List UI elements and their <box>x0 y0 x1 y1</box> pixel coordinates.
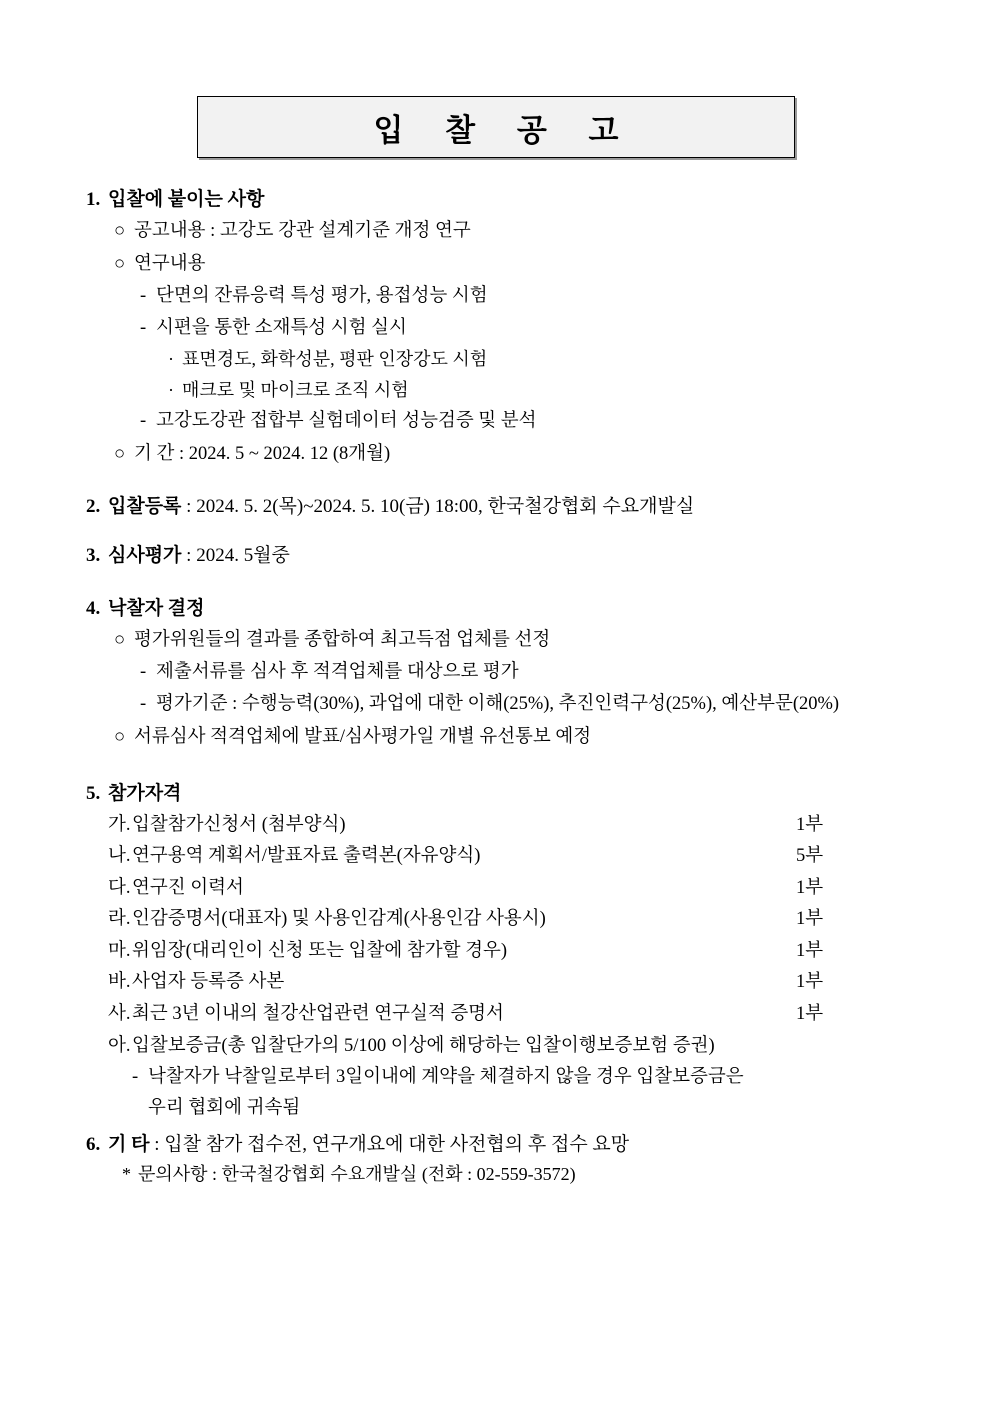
section-2-text: : 2024. 5. 2(목)~2024. 5. 10(금) 18:00, 한국철강협회 수요개발실 <box>181 495 695 517</box>
qualification-count <box>792 1032 906 1062</box>
section-1-title: 입찰에 붙이는 사항 <box>108 189 265 210</box>
list-item-text: 연구내용 <box>134 253 206 274</box>
qualification-text: 입찰참가신청서 (첨부양식) <box>132 814 346 835</box>
dash-bullet-icon: - <box>140 694 147 715</box>
list-item-text: 고강도강관 접합부 실험데이터 성능검증 및 분석 <box>156 411 537 432</box>
list-item <box>114 250 906 279</box>
section-5 <box>86 778 906 1123</box>
qualification-row <box>108 905 906 935</box>
section-3-number: 3. <box>86 544 101 566</box>
list-item <box>114 440 906 469</box>
section-4-title: 낙찰자 결정 <box>108 597 205 619</box>
list-item <box>114 217 906 246</box>
section-4-number: 4. <box>86 597 101 619</box>
list-item-text: 단면의 잔류응력 특성 평가, 용접성능 시험 <box>156 286 488 307</box>
section-5-title: 참가자격 <box>108 782 182 804</box>
qualification-text: 위임장(대리인이 신청 또는 입찰에 참가할 경우) <box>132 940 507 961</box>
list-item <box>140 282 906 311</box>
qualification-row <box>108 842 906 872</box>
dash-bullet-icon: - <box>140 411 147 432</box>
qualification-label: 다. <box>108 877 131 898</box>
qualification-row <box>108 968 906 998</box>
qualification-row <box>108 1000 906 1030</box>
list-item <box>114 626 906 655</box>
section-1-number: 1. <box>86 189 101 210</box>
dot-bullet-icon: · <box>168 348 174 369</box>
list-item <box>168 346 906 374</box>
qualification-row <box>108 1032 906 1062</box>
qualification-note <box>132 1063 906 1092</box>
section-1 <box>86 184 906 469</box>
list-item-text: 공고내용 : 고강도 강관 설계기준 개정 연구 <box>134 221 471 241</box>
section-6-text: : 입찰 참가 접수전, 연구개요에 대한 사전협의 후 접수 요망 <box>149 1133 630 1155</box>
qualification-note-continued: 우리 협회에 귀속됨 <box>148 1097 301 1118</box>
qualification-text: 입찰보증금(총 입찰단가의 5/100 이상에 해당하는 입찰이행보증보험 증권) <box>132 1035 715 1056</box>
section-3-label: 심사평가 <box>108 544 182 566</box>
list-item <box>140 690 906 719</box>
qualification-label: 아. <box>108 1035 131 1056</box>
list-item-text: 기 간 : 2024. 5 ~ 2024. 12 (8개월) <box>134 444 391 465</box>
section-6-number: 6. <box>86 1133 101 1155</box>
qualification-count: 1부 <box>796 814 824 835</box>
list-item-text: 제출서류를 심사 후 적격업체를 대상으로 평가 <box>156 662 519 683</box>
document-title-box <box>197 96 795 158</box>
list-item <box>168 377 906 405</box>
asterisk-icon: * <box>122 1163 131 1184</box>
contact-footnote <box>122 1160 906 1186</box>
section-6-label: 기 타 <box>108 1133 150 1155</box>
qualification-text: 사업자 등록증 사본 <box>132 972 285 993</box>
qualification-count: 1부 <box>796 909 824 930</box>
list-item <box>140 658 906 687</box>
section-2 <box>86 491 906 518</box>
qualification-text: 연구용역 계획서/발표자료 출력본(자유양식) <box>132 846 481 867</box>
qualification-label: 나. <box>108 846 131 867</box>
dash-bullet-icon: - <box>140 286 147 307</box>
circle-bullet-icon: ○ <box>114 253 126 274</box>
qualification-text: 최근 3년 이내의 철강산업관련 연구실적 증명서 <box>132 1004 504 1025</box>
list-item <box>140 314 906 343</box>
qualification-count: 1부 <box>796 940 824 961</box>
qualification-row <box>108 874 906 904</box>
section-2-label: 입찰등록 <box>108 495 182 517</box>
list-item-text: 평가기준 : 수행능력(30%), 과업에 대한 이해(25%), 추진인력구성(25%), 예산부문(20%) <box>156 694 840 715</box>
list-item-text: 시편을 통한 소재특성 시험 실시 <box>156 318 407 339</box>
qualification-note-text: 낙찰자가 낙찰일로부터 3일이내에 계약을 체결하지 않을 경우 입찰보증금은 <box>148 1067 744 1088</box>
qualification-row <box>108 811 906 841</box>
section-5-heading <box>86 778 906 805</box>
contact-footnote-text: 문의사항 : 한국철강협회 수요개발실 (전화 : 02-559-3572) <box>138 1163 576 1184</box>
qualification-count: 1부 <box>796 1004 824 1025</box>
section-3 <box>86 540 906 567</box>
circle-bullet-icon: ○ <box>114 726 126 747</box>
dot-bullet-icon: · <box>168 379 174 400</box>
section-3-text: : 2024. 5월중 <box>181 544 290 566</box>
qualification-count: 1부 <box>796 877 824 898</box>
circle-bullet-icon: ○ <box>114 629 126 650</box>
qualification-text: 인감증명서(대표자) 및 사용인감계(사용인감 사용시) <box>132 909 546 930</box>
section-4 <box>86 593 906 752</box>
dash-bullet-icon: - <box>140 662 147 683</box>
qualification-text: 연구진 이력서 <box>132 877 244 898</box>
qualification-label: 가. <box>108 814 131 835</box>
section-6 <box>86 1129 906 1156</box>
qualification-label: 사. <box>108 1004 131 1025</box>
list-item-text: 서류심사 적격업체에 발표/심사평가일 개별 유선통보 예정 <box>134 726 592 747</box>
dash-bullet-icon: - <box>140 318 147 339</box>
dash-bullet-icon: - <box>132 1067 139 1088</box>
section-4-heading <box>86 593 906 620</box>
list-item-text: 표면경도, 화학성분, 평판 인장강도 시험 <box>182 348 488 369</box>
qualification-label: 라. <box>108 909 131 930</box>
circle-bullet-icon: ○ <box>114 444 126 465</box>
page-title: 입 찰 공 고 <box>373 112 636 148</box>
list-item <box>114 723 906 752</box>
circle-bullet-icon: ○ <box>114 221 126 241</box>
section-5-number: 5. <box>86 782 101 804</box>
qualification-count: 1부 <box>796 972 824 993</box>
qualification-label: 마. <box>108 940 131 961</box>
qualification-row <box>108 937 906 967</box>
section-2-number: 2. <box>86 495 101 517</box>
qualification-label: 바. <box>108 972 131 993</box>
qualification-count: 5부 <box>796 846 824 867</box>
section-1-heading <box>86 184 906 211</box>
list-item-text: 평가위원들의 결과를 종합하여 최고득점 업체를 선정 <box>134 629 551 650</box>
list-item-text: 매크로 및 마이크로 조직 시험 <box>182 379 409 400</box>
list-item <box>140 407 906 436</box>
